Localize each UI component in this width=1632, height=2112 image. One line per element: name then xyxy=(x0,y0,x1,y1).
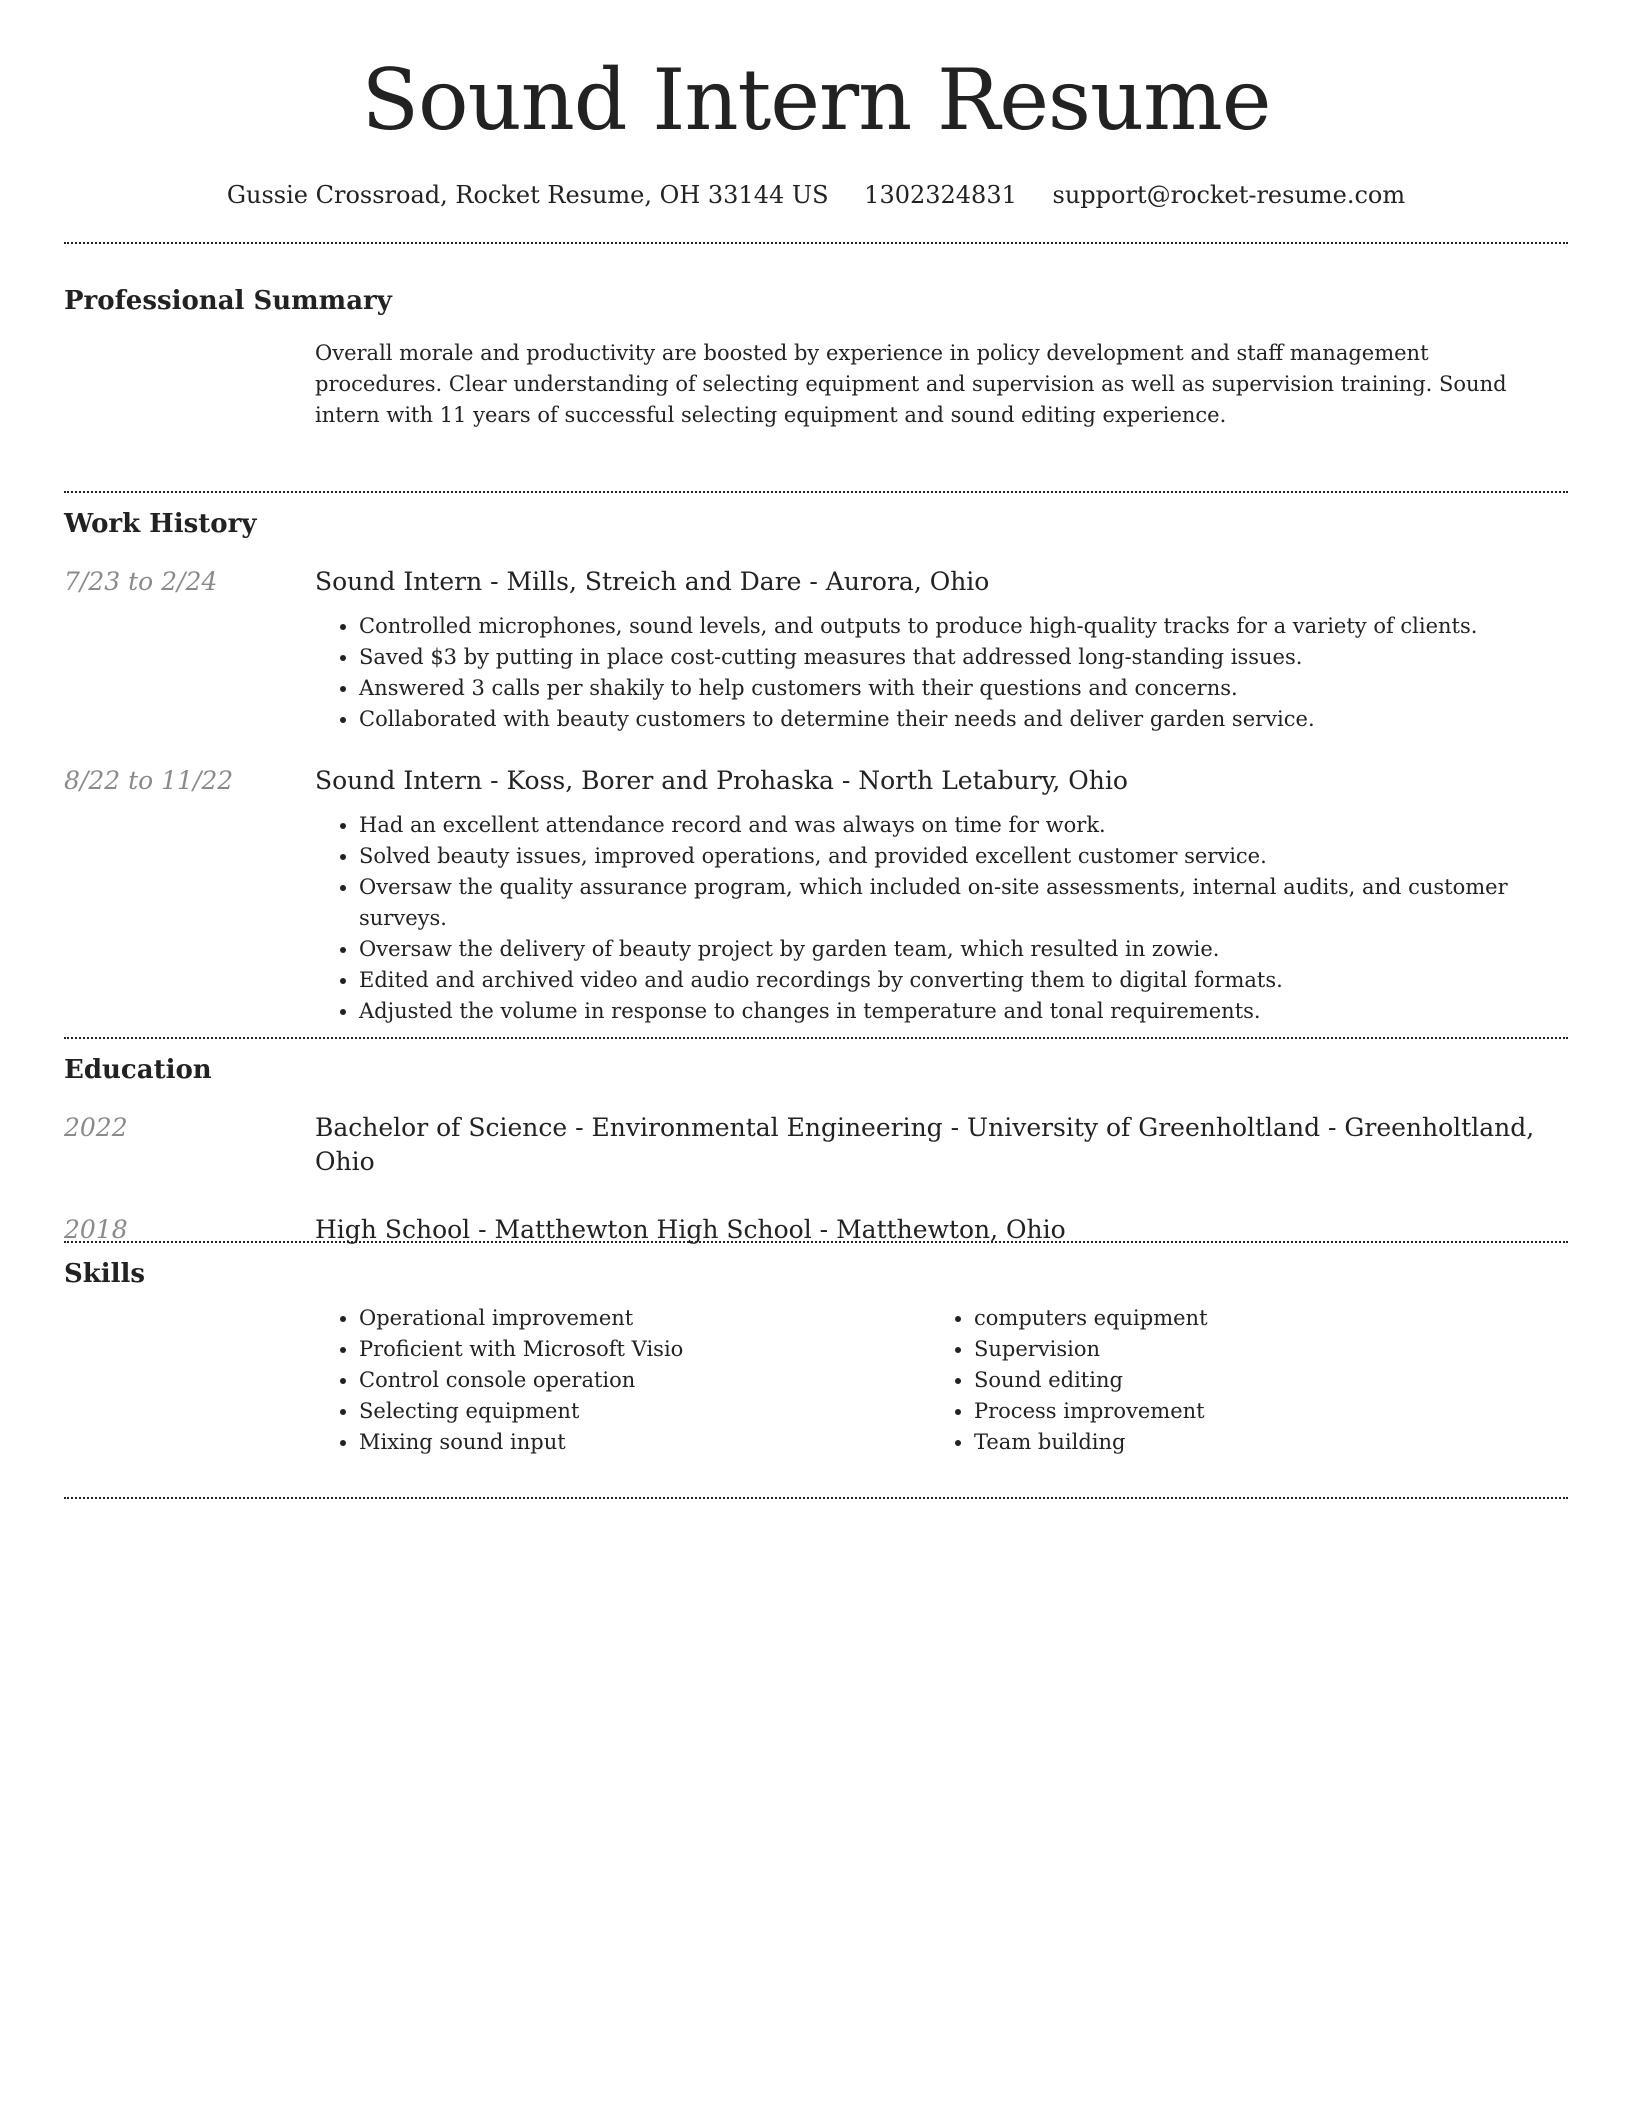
job-bullet: • Answered 3 calls per shakily to help customers with their questions and concerns. xyxy=(359,673,1568,704)
education-year: 2022 xyxy=(64,1113,128,1142)
job-bullets xyxy=(315,810,1568,1027)
skill-item: • Proficient with Microsoft Visio xyxy=(359,1334,930,1365)
contact-line xyxy=(64,178,1568,212)
skills-section xyxy=(64,1257,1568,1497)
job-bullet: • Edited and archived video and audio recordings by converting them to digital formats. xyxy=(359,965,1568,996)
work-history-heading: Work History xyxy=(64,509,257,539)
job-dates: 8/22 to 11/22 xyxy=(64,766,234,795)
skill-item: • Mixing sound input xyxy=(359,1427,930,1458)
skills-list-right xyxy=(930,1303,1545,1458)
skill-item: • Selecting equipment xyxy=(359,1396,930,1427)
summary-heading: Professional Summary xyxy=(64,286,392,316)
job-bullets xyxy=(315,611,1568,735)
job-bullet: • Saved $3 by putting in place cost-cutting measures that addressed long-standing issues. xyxy=(359,642,1568,673)
skill-item: • Operational improvement xyxy=(359,1303,930,1334)
skills-row xyxy=(64,1291,1568,1458)
skill-item: • Sound editing xyxy=(974,1365,1545,1396)
education-degree: Bachelor of Science - Environmental Engineering - University of Greenholtland - Greenholtland, Ohio xyxy=(315,1113,1535,1176)
summary-text: Overall morale and productivity are boosted by experience in policy development and staff management procedures. Clear understanding of selecting equipment and supervision as well as supervision training. Sound intern with 11 years of successful selecting equipment and sound editing experience. xyxy=(315,341,1507,427)
education-entry xyxy=(64,1213,1568,1247)
job-bullet: • Controlled microphones, sound levels, and outputs to produce high-quality tracks for a variety of clients. xyxy=(359,611,1568,642)
job-title: Sound Intern - Koss, Borer and Prohaska - North Letabury, Ohio xyxy=(315,766,1128,795)
job-entry xyxy=(64,764,1568,1027)
section-divider xyxy=(64,242,1568,244)
job-bullet: • Oversaw the quality assurance program, which included on-site assessments, internal audits, and customer surveys. xyxy=(359,872,1568,934)
work-history-section xyxy=(64,507,1568,1037)
summary-row xyxy=(64,318,1568,431)
job-details xyxy=(315,565,1568,735)
contact-address: Gussie Crossroad, Rocket Resume, OH 33144 US xyxy=(226,181,829,209)
section-divider xyxy=(64,491,1568,493)
contact-email: support@rocket-resume.com xyxy=(1052,181,1406,209)
skills-heading: Skills xyxy=(64,1259,146,1289)
education-heading: Education xyxy=(64,1055,212,1085)
job-bullet: • Adjusted the volume in response to changes in temperature and tonal requirements. xyxy=(359,996,1568,1027)
section-divider xyxy=(64,1037,1568,1039)
skill-item: • Supervision xyxy=(974,1334,1545,1365)
job-title: Sound Intern - Mills, Streich and Dare - Aurora, Ohio xyxy=(315,567,990,596)
job-bullet: • Oversaw the delivery of beauty project by garden team, which resulted in zowie. xyxy=(359,934,1568,965)
skill-item: • computers equipment xyxy=(974,1303,1545,1334)
job-dates: 7/23 to 2/24 xyxy=(64,567,218,596)
education-year: 2018 xyxy=(64,1215,128,1244)
education-degree: High School - Matthewton High School - Matthewton, Ohio xyxy=(315,1215,1066,1244)
skill-item: • Team building xyxy=(974,1427,1545,1458)
section-divider xyxy=(64,1497,1568,1499)
summary-section xyxy=(64,284,1568,491)
contact-phone: 1302324831 xyxy=(864,181,1017,209)
skill-item: • Process improvement xyxy=(974,1396,1545,1427)
resume-title: Sound Intern Resume xyxy=(361,51,1271,149)
education-section xyxy=(64,1053,1568,1244)
job-bullet: • Had an excellent attendance record and was always on time for work. xyxy=(359,810,1568,841)
skills-columns xyxy=(315,1303,1568,1458)
resume-page xyxy=(64,0,1568,1499)
summary-spacer xyxy=(64,318,315,431)
skill-item: • Control console operation xyxy=(359,1365,930,1396)
job-entry xyxy=(64,565,1568,735)
skills-list-left xyxy=(315,1303,930,1458)
job-bullet: • Solved beauty issues, improved operations, and provided excellent customer service. xyxy=(359,841,1568,872)
education-entry xyxy=(64,1111,1568,1179)
job-details xyxy=(315,764,1568,1027)
skills-spacer xyxy=(64,1291,315,1458)
job-bullet: • Collaborated with beauty customers to determine their needs and deliver garden service. xyxy=(359,704,1568,735)
